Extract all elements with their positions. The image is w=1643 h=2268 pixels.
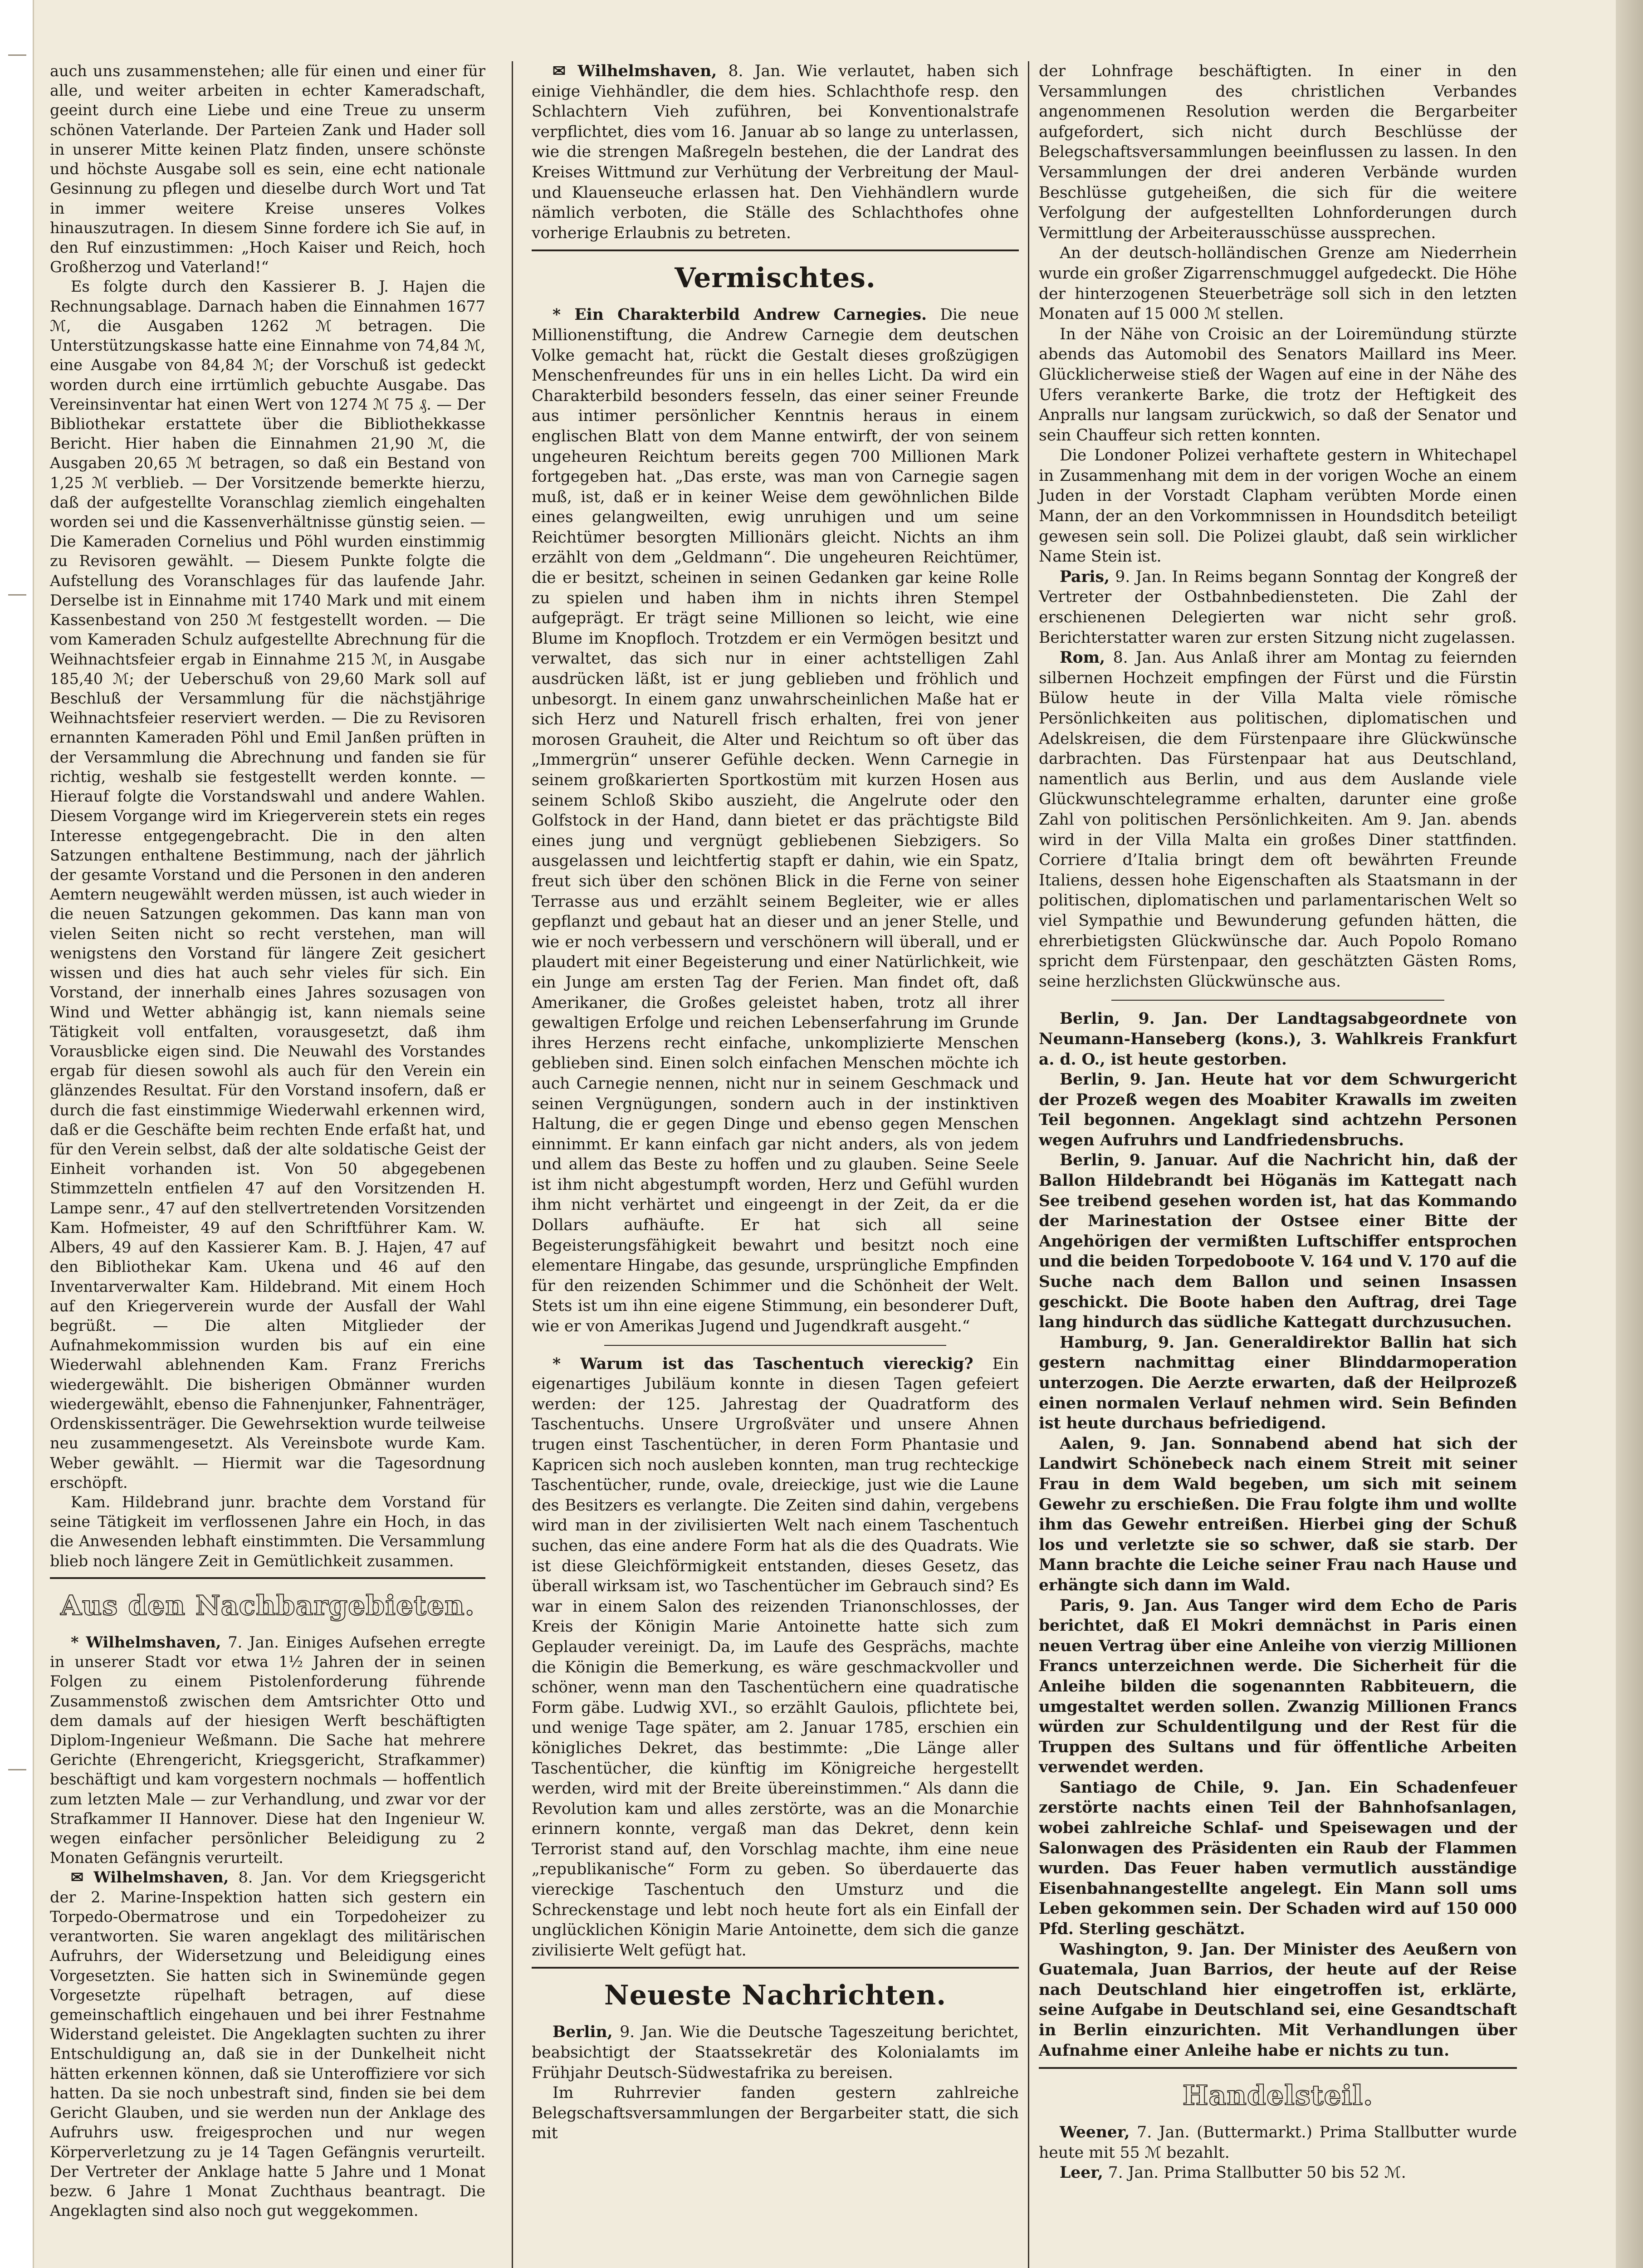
- divider: [532, 249, 1019, 251]
- divider: [532, 1967, 1019, 1969]
- news-text: 9. Jan. Wie die Deutsche Tageszeitung berichtet, beabsichtigt der Staatssekretär des Kolonialamts im Frühjahr Deutsch-Südwestafrika zu bereisen.: [532, 2023, 1019, 2082]
- dateline: ✉ Wilhelmshaven,: [553, 62, 717, 80]
- article-headline: * Warum ist das Taschentuch viereckig?: [553, 1354, 973, 1373]
- dateline: * Wilhelmshaven,: [71, 1633, 221, 1651]
- news-item: [532, 61, 1019, 243]
- binding-strip: [0, 0, 34, 2268]
- news-item: [50, 1867, 485, 2220]
- dateline: Leer,: [1060, 2164, 1103, 2182]
- column-2: [532, 61, 1019, 2144]
- market-text: 7. Jan. Prima Stallbutter 50 bis 52 ℳ.: [1103, 2164, 1406, 2182]
- divider: [1039, 2067, 1517, 2069]
- news-item: An der deutsch-holländischen Grenze am Niederrhein wurde ein großer Zigarrenschmuggel aufgedeckt. Die Höhe der hinterzogenen Steuerbeträge soll sich in den letzten Monaten auf 15 000 ℳ stellen.: [1039, 244, 1517, 323]
- telegram-item: Santiago de Chile, 9. Jan. Ein Schadenfeuer zerstörte nachts einen Teil der Bahnhofsanlagen, wobei zahlreiche Schlaf- und Speisewagen und der Salonwagen des Präsidenten ein Raub der Flammen wurden. Das Feuer haben vermutlich ausständige Eisenbahnangestellte angelegt. Ein Mann soll ums Leben gekommen sein. Der Schaden wird auf 150 000 Pfd. Sterling geschätzt.: [1039, 1778, 1517, 1939]
- market-item: [1039, 2122, 1517, 2163]
- market-text: 7. Jan. (Buttermarkt.) Prima Stallbutter wurde heute mit 55 ℳ bezahlt.: [1039, 2123, 1517, 2162]
- dateline: Paris,: [1060, 567, 1110, 586]
- news-text: 9. Jan. In Reims begann Sonntag der Kongreß der Vertreter der Ostbahnbediensteten. Die Zahl der erschienenen Delegierten war nicht sehr groß. Berichterstatter waren zur ersten Sitzung nicht zugelassen.: [1039, 567, 1517, 647]
- article-text: auch uns zusammenstehen; alle für einen und einer für alle, und weiter arbeiten in echter Kameradschaft, geeint durch eine Liebe und eine Treue zu unserm schönen Vaterlande. Der Parteien Zank und Hader soll in unserer Mitte keinen Platz finden, unsere schönste und höchste Ausgabe soll es sein, eine echt nationale Gesinnung zu pflegen und dieselbe durch Wort und Tat in immer weitere Kreise unseres Volkes hinauszutragen. In diesem Sinne fordere ich Sie auf, in den Ruf einzustimmen: „Hoch Kaiser und Reich, hoch Großherzog und Vaterland!“: [50, 62, 485, 276]
- column-rule: [512, 61, 513, 2268]
- telegram-item: Hamburg, 9. Jan. Generaldirektor Ballin hat sich gestern nachmittag einer Blinddarmoperation unterzogen. Die Aerzte erwarten, daß der Heilprozeß einen normalen Verlauf nehmen wird. Sein Befinden ist heute durchaus befriedigend.: [1039, 1333, 1517, 1433]
- article-text: Ein eigenartiges Jubiläum konnte in diesen Tagen gefeiert werden: der 125. Jahrestag der Quadratform des Taschentuchs. Unsere Urgroßväter und unsere Ahnen trugen einst Taschentücher, in deren Form Phantasie und Kapricen sich noch ausleben konnten, man trug rechteckige Taschentücher, runde, ovale, dreieckige, just wie die Laune des Besitzers es verlangte. Die Zeiten sind dahin, vergebens wird man in der zivilisierten Welt nach einem Taschentuch suchen, das eine andere Form hat als die des Quadrats. Wie ist diese Gleichförmigkeit entstanden, dieses Gesetz, das überall wirksam ist, wo Taschentücher im Gebrauch sind? Es war in einem Salon des reizenden Trianonschlosses, der Kreis der Königin Marie Antoinette hatte sich zum Geplauder vereinigt. Da, im Laufe des Gesprächs, machte die Königin die Bemerkung, es wäre geschmackvoller und schöner, wenn man den Taschentüchern eine quadratische Form gäbe. Ludwig XVI., so erzählt Gaulois, pflichtete bei, und wenige Tage später, am 2. Januar 1785, erschien ein königliches Dekret, das bestimmte: „Die Länge aller Taschentücher, die künftig im Königreiche hergestellt werden, wird mit der Breite übereinstimmen.“ Als dann die Revolution kam und alles zerstörte, was an die Monarchie erinnern konnte, vergaß man das Dekret, denn kein Terrorist stand auf, den Vorschlag machte, ihm eine neue „republikanische“ Form zu geben. So überdauerte das viereckige Taschentuch den Umsturz und die Schreckenstage und lebt noch heute fort als ein Einfall der unglücklichen Königin Marie Antoinette, dem sich die ganze zivilisierte Welt gefügt hat.: [532, 1354, 1019, 1960]
- article: [532, 305, 1019, 1336]
- news-text: 7. Jan. Einiges Aufsehen erregte in unserer Stadt vor etwa 1½ Jahren der in seinen Folgen zu einem Pistolenforderung führende Zusammenstoß zwischen dem Amtsrichter Otto und dem damals auf der hiesigen Werft beschäftigten Diplom-Ingenieur Weßmann. Die Sache hat mehrere Gerichte (Ehrengericht, Kriegsgericht, Strafkammer) beschäftigt und kam vorgestern nochmals — hoffentlich zum letzten Male — zur Verhandlung, und zwar vor der Strafkammer II Hannover. Diese hat den Ingenieur W. wegen einfacher persönlicher Beleidigung zu 2 Monaten Gefängnis verurteilt.: [50, 1633, 486, 1867]
- news-item: [1039, 648, 1517, 992]
- divider: [1111, 1000, 1444, 1001]
- section-heading: Neueste Nachrichten.: [604, 1980, 947, 2012]
- article-text: Die neue Millionenstiftung, die Andrew Carnegie dem deutschen Volke gemacht hat, rückt die Gestalt dieses großzügigen Menschenfreundes für uns in ein helles Licht. Da wird ein Charakterbild besonders fesseln, das einer seiner Freunde aus intimer persönlicher Kenntnis heraus in einem englischen Blatt von dem Manne entwirft, der von seinem ungeheuren Reichtum bereits gegen 700 Millionen Mark fortgegeben hat. „Das erste, was man von Carnegie sagen muß, ist, daß er in keiner Weise dem gewöhnlichen Bilde eines gelangweilten, ewig unruhigen und um seine Reichtümer besorgten Millionärs gleicht. Nichts an ihm erzählt von dem „Geldmann“. Die ungeheuren Reichtümer, die er besitzt, scheinen in seinen Gedanken gar keine Rolle zu spielen und haben ihm in nichts ihren Stempel aufgeprägt. Er trägt seine Millionen so leicht, wie eine Blume im Knopfloch. Trotzdem er ein Vermögen besitzt und verwaltet, das sich nur in einer achtstelligen Zahl ausdrücken läßt, ist er jung geblieben und fröhlich und unbesorgt. In einem ganz unwahrscheinlichen Maße hat er sich Herz und Naturell frisch erhalten, frei von jener morosen Grauheit, die Alter und Reichtum so oft über das „Immergrün“ unserer Gefühle decken. Wenn Carnegie in seinem großkarierten Sportkostüm mit kurzen Hosen aus seinem Schloß Skibo auszieht, die Angelrute oder den Golfstock in der Hand, dann bietet er das prächtigste Bild eines jung und vergnügt gebliebenen Siebzigers. So ausgelassen und leichtfertig stapft er dahin, wie ein Spatz, freut sich über den schönen Blick in die Ferne von seiner Terrasse aus und erzählt seinem Begleiter, wie er alles gepflanzt und gebaut hat an dieser und an jener Stelle, und wie er noch verbessern und verschönern will überall, und er plaudert mit einer Begeisterung und einer Natürlichkeit, wie ein Junge am ersten Tag der Ferien. Man findet oft, daß Amerikaner, die Großes geleistet haben, trotz all ihrer gewaltigen Erfolge und reichen Lebenserfahrung im Grunde ihres Herzens recht einfache, unkomplizierte Menschen geblieben sind. Einen solch einfachen Menschen möchte ich auch Carnegie nennen, nicht nur in seinem Geschmack und seinen Vergnügungen, sondern auch in der instinktiven Haltung, die er gegen Dinge und ebenso gegen Menschen einnimmt. Er kann einfach gar nicht anders, als von jedem und allem das Beste zu hoffen und zu glauben. Seine Seele ist ihm nicht abgestumpft worden, Herz und Gefühl wurden ihm nicht verhärtet und eingeengt in der Zeit, da er die Dollars aufhäufte. Er hat sich all seine Begeisterungsfähigkeit bewahrt und besitzt noch eine elementare Hingabe, das gesunde, ursprüngliche Empfinden für den reizenden Schimmer und die Schönheit der Welt. Stets ist um ihn eine eigene Stimmung, ein besonderer Duft, wie er von Amerikas Jugend und Jugendkraft ausgeht.“: [532, 306, 1019, 1336]
- dateline: Rom,: [1060, 649, 1105, 667]
- column-3: [1039, 61, 1517, 2183]
- section-heading: Vermischtes.: [675, 262, 876, 294]
- news-text: 8. Jan. Aus Anlaß ihrer am Montag zu feiernden silbernen Hochzeit empfingen der Fürst und die Fürstin Bülow heute in der Villa Malta viele römische Persönlichkeiten aus politischen, diplomatischen und Adelskreisen, die dem Fürstenpaare ihre Glückwünsche darbrachten. Das Fürstenpaar hat aus Deutschland, namentlich aus Berlin, und aus dem Auslande viele Glückwunschtelegramme erhalten, darunter eine große Zahl von politischen Persönlichkeiten. Am 9. Jan. abends wird in der Villa Malta ein großes Diner stattfinden. Corriere d’Italia bringt dem oft bewährten Freunde Italiens, dessen hohe Eigenschaften als Staatsmann in der politischen, diplomatischen und parlamentarischen Welt so viel Sympathie und Bewunderung gefunden hätten, die ehrerbietigsten Glückwünsche dar. Auch Popolo Romano spricht dem Fürstenpaar, den geschätzten Gästen Roms, seine herzlichsten Glückwünsche aus.: [1039, 649, 1517, 991]
- news-item: In der Nähe von Croisic an der Loiremündung stürzte abends das Automobil des Senators Maillard ins Meer. Glücklicherweise stieß der Wagen auf eine in der Nähe des Ufers verankerte Barke, die trotz der Heftigkeit des Anpralls nur langsam zurückwich, so daß der Senator und sein Chauffeur sich retten konnten.: [1039, 325, 1517, 445]
- dateline: ✉ Wilhelmshaven,: [71, 1868, 229, 1887]
- telegram-item: Berlin, 9. Jan. Heute hat vor dem Schwurgericht der Prozeß wegen des Moabiter Krawalls im zweiten Teil begonnen. Angeklagt sind achtzehn Personen wegen Aufruhrs und Landfriedensbruchs.: [1039, 1070, 1517, 1149]
- telegram-item: Washington, 9. Jan. Der Minister des Aeußern von Guatemala, Juan Barrios, der heute auf der Reise nach Deutschland hier eingetroffen ist, erklärte, seine Aufgabe in Deutschland sei, eine Gesandtschaft in Berlin einzurichten. Mit Verhandlungen über Aufnahme einer Anleihe habe er nichts zu tun.: [1039, 1940, 1517, 2060]
- section-heading: Handelsteil.: [1182, 2080, 1374, 2112]
- column-rule: [1028, 61, 1029, 2268]
- news-text: 8. Jan. Vor dem Kriegsgericht der 2. Marine-Inspektion hatten sich gestern ein Torpedo-Obermatrose und ein Torpedoheizer zu verantworten. Sie waren angeklagt des militärischen Aufruhrs, der Widersetzung und Beleidigung eines Vorgesetzten. Sie hatten sich in Swinemünde gegen Vorgesetzte rüpelhaft betragen, auf diese gemeinschaftlich eingehauen und bei ihrer Festnahme Widerstand geleistet. Die Angeklagten suchten zu ihrer Entschuldigung an, daß sie in der Dunkelheit nicht hätten erkennen können, daß sie Unteroffiziere vor sich hatten. Da sie noch unbestraft sind, finden sie bei dem Gericht Glauben, und sie werden nun der Anklage des Aufruhrs usw. freigesprochen und nur wegen Körperverletzung zu je 14 Tagen Gefängnis verurteilt. Der Vertreter der Anklage hatte 5 Jahre und 1 Monat bezw. 6 Jahre 1 Monat Zuchthaus beantragt. Die Angeklagten sind also noch gut weggekommen.: [50, 1868, 486, 2220]
- telegram-item: Paris, 9. Jan. Aus Tanger wird dem Echo de Paris berichtet, daß El Mokri demnächst in Paris einen neuen Vertrag über eine Anleihe von vierzig Millionen Francs unterzeichnen werde. Die Sicherheit für die Anleihe bilden die sogenannten Rabbiteuern, die umgestaltet werden sollen. Zwanzig Millionen Francs würden zur Schuldentilgung und der Rest für die Truppen des Sultans und für öffentliche Arbeiten verwendet werden.: [1039, 1596, 1517, 1777]
- divider: [50, 1577, 485, 1579]
- article-text: Kam. Hildebrand junr. brachte dem Vorstand für seine Tätigkeit im verflossenen Jahre ein Hoch, in das die Anwesenden lebhaft einstimmten. Die Versammlung blieb noch längere Zeit in Gemütlichkeit zusammen.: [50, 1493, 485, 1570]
- article-text: Es folgte durch den Kassierer B. J. Hajen die Rechnungsablage. Darnach haben die Einnahmen 1677 ℳ, die Ausgaben 1262 ℳ betragen. Die Unterstützungskasse hatte eine Einnahme von 74,84 ℳ, eine Ausgabe von 84,84 ℳ; der Vorschuß ist gedeckt worden durch eine irrtümlich gebuchte Ausgabe. Das Vereinsinventar hat einen Wert von 1274 ℳ 75 ₰. — Der Bibliothekar erstattete über die Bibliothekkasse Bericht. Hier haben die Einnahmen 21,90 ℳ, die Ausgaben 20,65 ℳ betragen, so daß ein Bestand von 1,25 ℳ verblieb. — Der Vorsitzende bemerkte hierzu, daß der aufgestellte Voranschlag ziemlich eingehalten worden sei und die Kassenverhältnisse günstig seien. — Die Kameraden Cornelius und Pöhl wurden einstimmig zu Revisoren gewählt. — Diesem Punkte folgte die Aufstellung des Voranschlages für das laufende Jahr. Derselbe ist in Einnahme mit 1740 Mark und mit einem Kassenbestand von 250 ℳ festgestellt worden. — Die vom Kameraden Schulz aufgestellte Abrechnung für die Weihnachtsfeier ergab in Einnahme 215 ℳ, in Ausgabe 185,40 ℳ; der Ueberschuß von 29,60 Mark soll auf Beschluß der Versammlung für die nächstjährige Weihnachtsfeier reserviert werden. — Die zu Revisoren ernannten Kameraden Pöhl und Emil Janßen prüften in der Versammlung die Abrechnung und fanden sie für richtig, weshalb sie festgestellt werden konnte. — Hierauf folgte die Vorstandswahl und andere Wahlen. Diesem Vorgange wird im Kriegerverein stets ein reges Interesse entgegengebracht. Die in den alten Satzungen enthaltene Bestimmung, nach der jährlich der gesamte Vorstand und die Personen in den anderen Aemtern neugewählt werden müssen, ist auch wieder in die neuen Satzungen gekommen. Das kann man von vielen Seiten nicht so recht verstehen, man will wenigstens den Vorstand für längere Zeit gesichert wissen und dies hat auch sehr vieles für sich. Ein Vorstand, der innerhalb eines Jahres sozusagen von Wind und Wetter abhängig ist, kann niemals seine Tätigkeit voll entfalten, vorausgesetzt, daß ihm Vorausblicke eigen sind. Die Neuwahl des Vorstandes ergab für diesen sowohl als auch für den Verein ein glänzendes Resultat. Für den Vorstand insofern, daß er durch die fast einstimmige Wiederwahl erkennen wird, daß er die Geschäfte beim rechten Ende erfaßt hat, und für den Verein selbst, daß der alte soldatische Geist der Einheit vorhanden ist. Von 50 abgegebenen Stimmzetteln entfielen 47 auf den Vorsitzenden H. Lampe senr., 47 auf den stellvertretenden Vorsitzenden Kam. Hofmeister, 49 auf den Schriftführer Kam. W. Albers, 49 auf den Kassierer Kam. B. J. Hajen, 47 auf den Bibliothekar Kam. Ukena und 46 auf den Inventarverwalter Kam. Hildebrand. Mit einem Hoch auf den Kriegerverein wurde der Ausfall der Wahl begrüßt. — Die alten Mitglieder der Aufnahmekommission wurden bis auf ein eine Wiederwahl ablehnenden Kam. Franz Frerichs wiedergewählt. Die bisherigen Obmänner wurden wiedergewählt, ebenso die Fahnenjunker, Fahnenträger, Ordenskissenträger. Die Gewehrsektion wurde teilweise neu zusammengesetzt. Als Vereinsbote wurde Kam. Weber gewählt. — Hiermit war die Tagesordnung erschöpft.: [50, 278, 485, 1491]
- news-item: Im Ruhrrevier fanden gestern zahlreiche Belegschaftsversammlungen der Bergarbeiter statt, die sich mit: [532, 2084, 1019, 2143]
- telegram-item: Berlin, 9. Jan. Der Landtagsabgeordnete von Neumann-Hanseberg (kons.), 3. Wahlkreis Frankfurt a. d. O., ist heute gestorben.: [1039, 1010, 1517, 1069]
- article-headline: * Ein Charakterbild Andrew Carnegies.: [553, 306, 927, 324]
- dateline: Weener,: [1060, 2123, 1130, 2142]
- divider: [604, 1345, 946, 1346]
- telegram-item: Berlin, 9. Januar. Auf die Nachricht hin, daß der Ballon Hildebrandt bei Höganäs im Kattegatt nach See treibend gesehen worden ist, hat das Kommando der Marinestation der Ostsee einer Bitte der Angehörigen der vermißten Luftschiffer entsprochen und die beiden Torpedoboote V. 164 und V. 170 auf die Suche nach dem Ballon und seinen Insassen geschickt. Die Boote haben den Auftrag, drei Tage lang hindurch das südliche Kattegatt durchzusuchen.: [1039, 1151, 1517, 1332]
- news-item: [1039, 567, 1517, 648]
- news-item: Die Londoner Polizei verhaftete gestern in Whitechapel in Zusammenhang mit dem in der vorigen Woche an einem Juden in der Vorstadt Clapham verübten Morde einen Mann, der an den Vorkommnissen in Houndsditch beteiligt gewesen sein soll. Die Polizei glaubt, daß sein wirklicher Name Stein ist.: [1039, 446, 1517, 566]
- news-item: [50, 1633, 485, 1868]
- news-text: 8. Jan. Wie verlautet, haben sich einige Viehhändler, die dem hies. Schlachthofe resp. den Schlachtern Vieh zuführen, bei Konventionalstrafe verpflichtet, dies vom 16. Januar ab so lange zu unterlassen, wie die strengen Maßregeln bestehen, die der Landrat des Kreises Wittmund zur Verhütung der Verbreitung der Maul- und Klauenseuche erlassen hat. Den Viehhändlern wurde nämlich verboten, die Ställe des Schlachthofes ohne vorherige Erlaubnis zu betreten.: [532, 62, 1019, 242]
- section-heading: Aus den Nachbargebieten.: [60, 1589, 475, 1622]
- market-item: [1039, 2163, 1517, 2183]
- news-item: [532, 2022, 1019, 2083]
- page-edge: [1616, 0, 1643, 2268]
- dateline: Berlin,: [553, 2023, 613, 2042]
- news-text: der Lohnfrage beschäftigten. In einer in den Versammlungen des christlichen Verbandes angenommenen Resolution werden die Bergarbeiter aufgefordert, sich nicht durch Beschlüsse der Belegschaftsversammlungen beeinflussen zu lassen. In den Versammlungen der drei anderen Verbände wurden Beschlüsse gutgeheißen, die sich für die weitere Verfolgung der aufgestellten Lohnforderungen durch Vermittlung der Arbeiterausschüsse aussprechen.: [1039, 62, 1517, 242]
- column-1: [50, 61, 485, 2220]
- article: [532, 1354, 1019, 1961]
- telegram-item: Aalen, 9. Jan. Sonnabend abend hat sich der Landwirt Schönebeck nach einem Streit mit seiner Frau in dem Wald begeben, um sich mit seinem Gewehr zu erschießen. Die Frau folgte ihm und wollte ihm das Gewehr entreißen. Hierbei ging der Schuß los und verletzte sie so schwer, daß sie starb. Der Mann brachte die Leiche seiner Frau nach Hause und erhängte sich dann im Wald.: [1039, 1434, 1517, 1594]
